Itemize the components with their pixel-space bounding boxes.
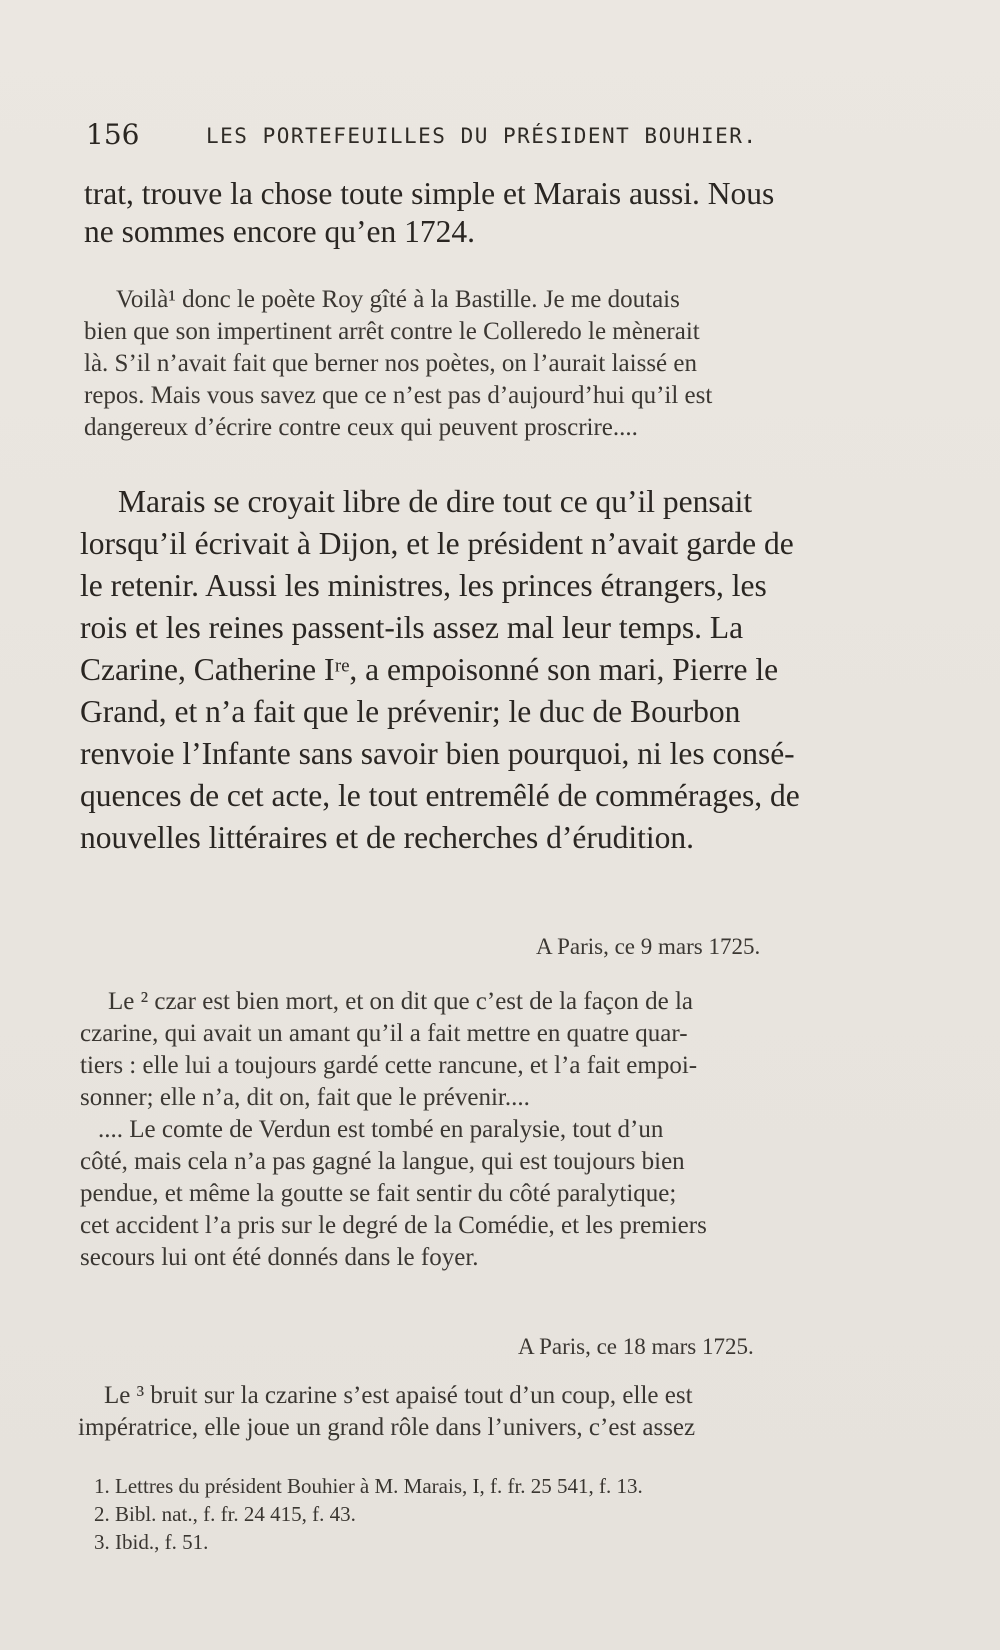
text-line: bien que son impertinent arrêt contre le Colleredo le mènerait: [84, 318, 700, 345]
text-line: pendue, et même la goutte se fait sentir du côté paralytique;: [80, 1180, 677, 1207]
text-line: Grand, et n’a fait que le prévenir; le duc de Bourbon: [80, 694, 741, 729]
text-line: repos. Mais vous savez que ce n’est pas d’aujourd’hui qu’il est: [84, 382, 713, 409]
footnote-3: 3. Ibid., f. 51.: [94, 1530, 209, 1554]
text-line: Voilà¹ donc le poète Roy gîté à la Bastille. Je me doutais: [116, 286, 680, 313]
running-head: LES PORTEFEUILLES DU PRÉSIDENT BOUHIER.: [206, 124, 758, 148]
text-line: nouvelles littéraires et de recherches d’érudition.: [80, 820, 694, 855]
text-line: ne sommes encore qu’en 1724.: [84, 214, 476, 249]
text-line: dangereux d’écrire contre ceux qui peuvent proscrire....: [84, 414, 638, 441]
dateline: A Paris, ce 9 mars 1725.: [536, 934, 761, 959]
text-line: .... Le comte de Verdun est tombé en paralysie, tout d’un: [98, 1116, 664, 1143]
text-line: Czarine, Catherine Iʳᵉ, a empoisonné son mari, Pierre le: [80, 652, 779, 687]
dateline: A Paris, ce 18 mars 1725.: [518, 1334, 754, 1359]
text-line: Le ² czar est bien mort, et on dit que c’est de la façon de la: [108, 988, 694, 1015]
text-line: là. S’il n’avait fait que berner nos poètes, on l’aurait laissé en: [84, 350, 697, 377]
text-line: Marais se croyait libre de dire tout ce qu’il pensait: [118, 484, 753, 519]
footnote-2: 2. Bibl. nat., f. fr. 24 415, f. 43.: [94, 1502, 356, 1526]
page-header: [86, 118, 826, 150]
text-line: quences de cet acte, le tout entremêlé de commérages, de: [80, 778, 800, 813]
text-line: renvoie l’Infante sans savoir bien pourquoi, ni les consé-: [80, 736, 795, 771]
text-line: côté, mais cela n’a pas gagné la langue, qui est toujours bien: [80, 1148, 685, 1175]
footnote-1: 1. Lettres du président Bouhier à M. Marais, I, f. fr. 25 541, f. 13.: [94, 1474, 643, 1498]
text-line: trat, trouve la chose toute simple et Marais aussi. Nous: [84, 176, 775, 211]
text-line: secours lui ont été donnés dans le foyer.: [80, 1244, 479, 1271]
page-number: 156: [86, 118, 140, 151]
text-line: tiers : elle lui a toujours gardé cette rancune, et l’a fait empoi-: [80, 1052, 698, 1079]
text-line: czarine, qui avait un amant qu’il a fait mettre en quatre quar-: [80, 1020, 688, 1047]
text-line: Le ³ bruit sur la czarine s’est apaisé tout d’un coup, elle est: [104, 1382, 693, 1409]
text-line: sonner; elle n’a, dit on, fait que le prévenir....: [80, 1084, 530, 1111]
text-line: cet accident l’a pris sur le degré de la Comédie, et les premiers: [80, 1212, 707, 1239]
text-line: lorsqu’il écrivait à Dijon, et le président n’avait garde de: [80, 526, 794, 561]
text-line: rois et les reines passent-ils assez mal leur temps. La: [80, 610, 744, 645]
text-line: le retenir. Aussi les ministres, les princes étrangers, les: [80, 568, 767, 603]
text-line: impératrice, elle joue un grand rôle dans l’univers, c’est assez: [78, 1414, 696, 1441]
